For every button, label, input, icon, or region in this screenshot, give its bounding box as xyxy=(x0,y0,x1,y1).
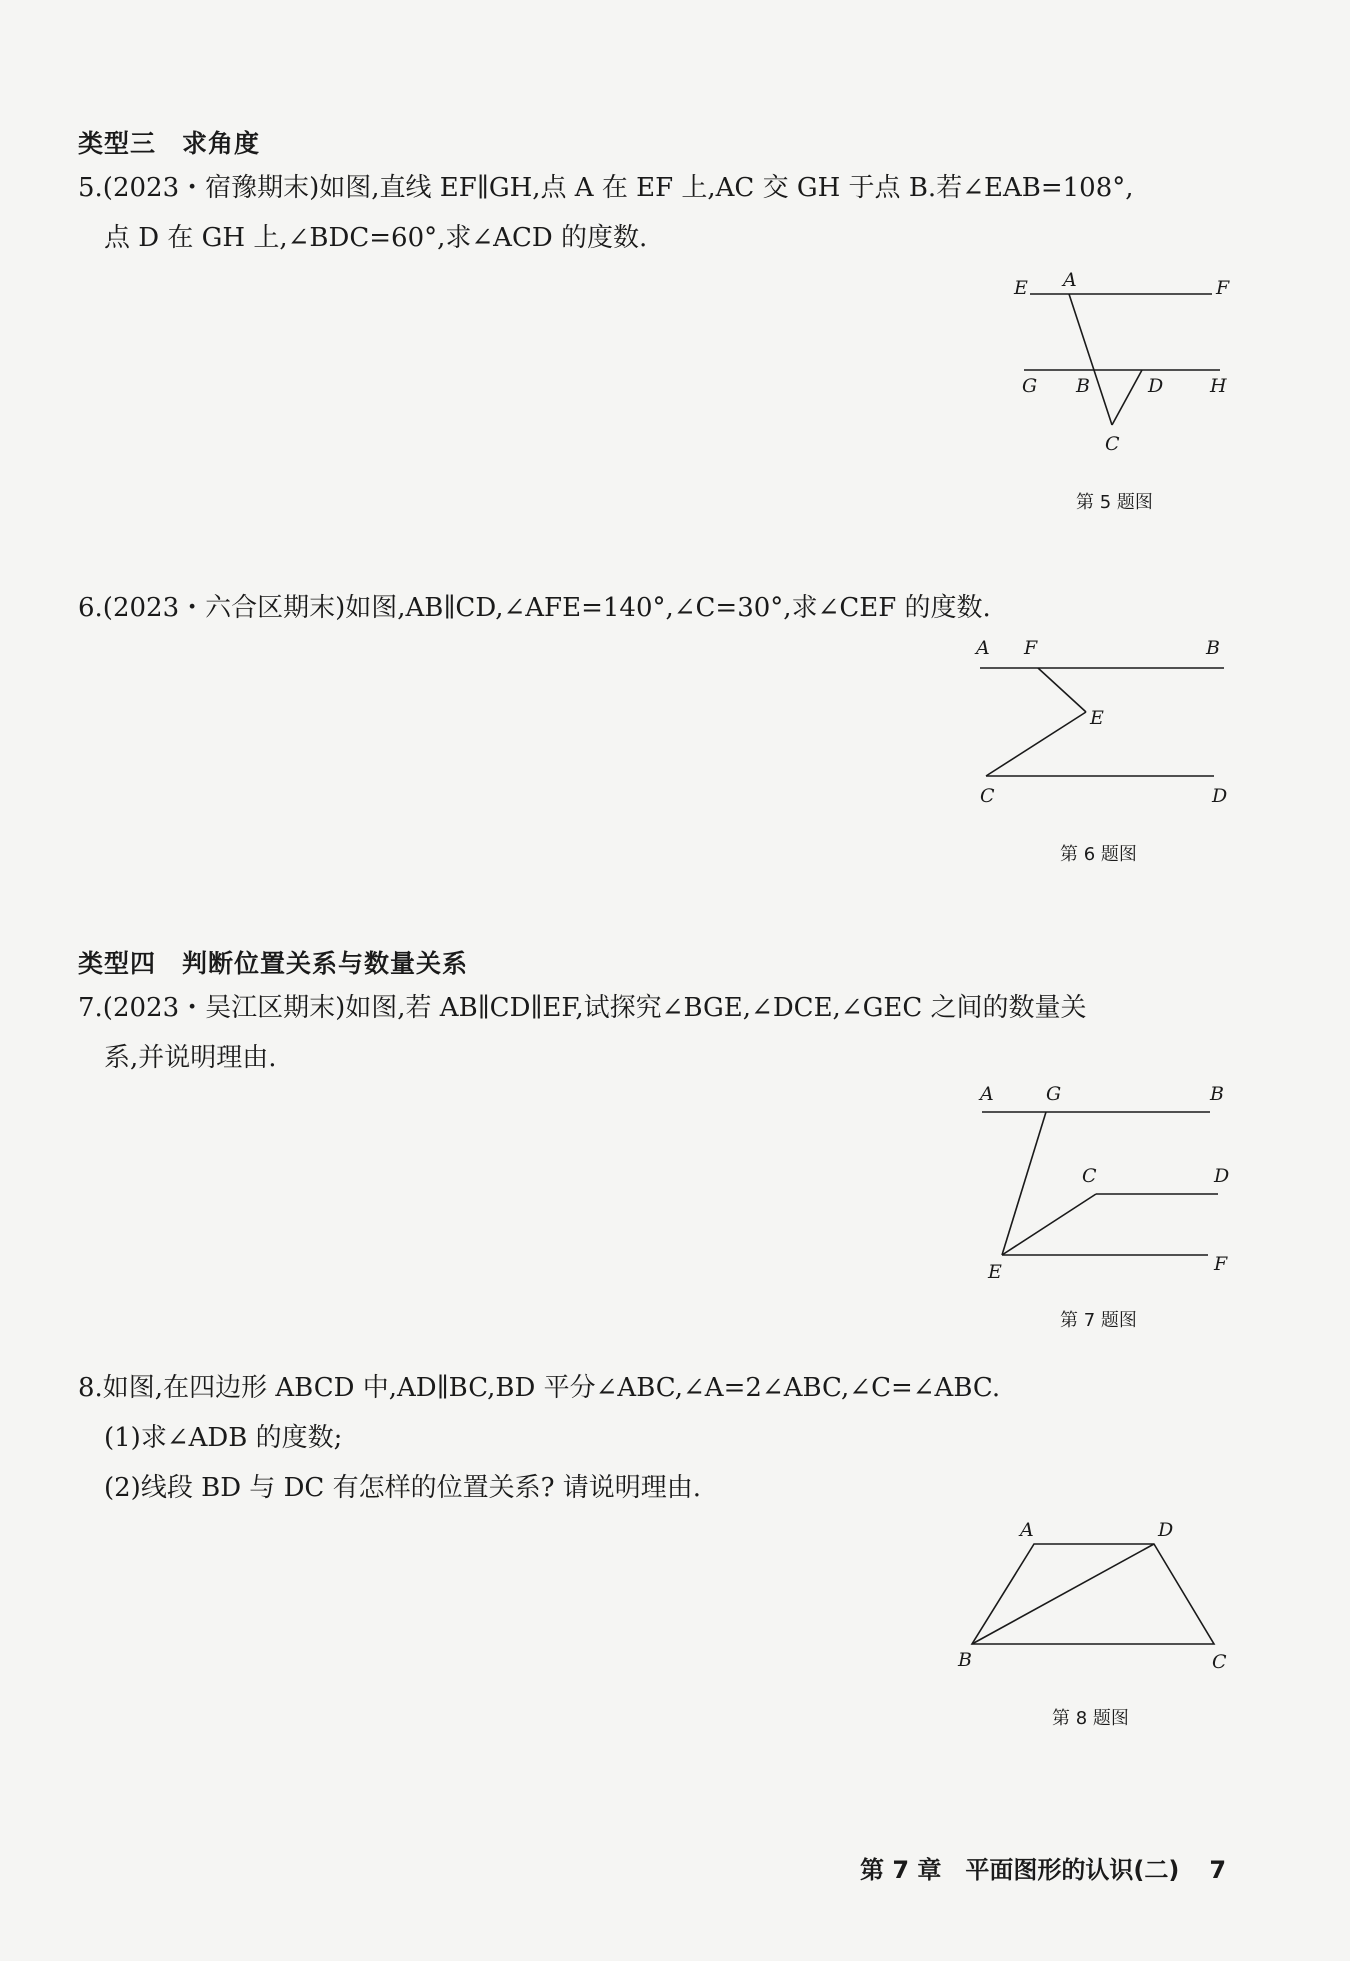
label-a: A xyxy=(1063,269,1077,291)
section-title-type3: 类型三 求角度 xyxy=(78,129,261,158)
question-5-line-1: 5.(2023・宿豫期末)如图,直线 EF∥GH,点 A 在 EF 上,AC 交 GH 于点 B.若∠EAB=108°, xyxy=(78,173,1134,203)
figure-7-caption: 第 7 题图 xyxy=(1060,1310,1137,1331)
page-number: 7 xyxy=(1209,1856,1227,1884)
label-d: D xyxy=(1148,375,1164,397)
question-8-line-2: (1)求∠ADB 的度数; xyxy=(104,1423,343,1453)
question-7-line-1: 7.(2023・吴江区期末)如图,若 AB∥CD∥EF,试探究∠BGE,∠DCE,∠GEC 之间的数量关 xyxy=(78,993,1087,1023)
label-d: D xyxy=(1212,785,1228,807)
label-a: A xyxy=(976,637,990,659)
segment-fe xyxy=(1038,668,1086,712)
label-e: E xyxy=(988,1261,1002,1283)
label-e: E xyxy=(1090,707,1104,729)
figure-6 xyxy=(960,630,1240,814)
label-f: F xyxy=(1216,277,1230,299)
question-7-line-2: 系,并说明理由. xyxy=(104,1043,277,1073)
label-b: B xyxy=(1076,375,1090,397)
chapter-title: 第 7 章 平面图形的认识(二) xyxy=(860,1856,1180,1884)
label-d: D xyxy=(1158,1519,1174,1541)
segment-dc xyxy=(1112,370,1142,425)
segment-ec xyxy=(986,712,1086,776)
label-c: C xyxy=(980,785,995,807)
label-h: H xyxy=(1210,375,1227,397)
section-title-type4: 类型四 判断位置关系与数量关系 xyxy=(78,949,469,978)
question-8-line-3: (2)线段 BD 与 DC 有怎样的位置关系? 请说明理由. xyxy=(104,1473,702,1503)
figure-6-caption: 第 6 题图 xyxy=(1060,844,1137,865)
label-c: C xyxy=(1105,433,1120,455)
quadrilateral-abcd xyxy=(972,1544,1214,1644)
label-b: B xyxy=(958,1649,972,1671)
question-6-line-1: 6.(2023・六合区期末)如图,AB∥CD,∠AFE=140°,∠C=30°,求∠CEF 的度数. xyxy=(78,593,991,623)
figure-8-caption: 第 8 题图 xyxy=(1052,1708,1129,1729)
label-g: G xyxy=(1022,375,1038,397)
label-a: A xyxy=(980,1083,994,1105)
figure-7 xyxy=(960,1080,1240,1294)
label-g: G xyxy=(1046,1083,1062,1105)
question-5-line-2: 点 D 在 GH 上,∠BDC=60°,求∠ACD 的度数. xyxy=(104,223,648,253)
label-e: E xyxy=(1014,277,1028,299)
label-b: B xyxy=(1210,1083,1224,1105)
label-b: B xyxy=(1206,637,1220,659)
figure-8 xyxy=(950,1510,1230,1694)
label-f: F xyxy=(1214,1253,1228,1275)
figure-5 xyxy=(1000,270,1260,464)
label-f: F xyxy=(1024,637,1038,659)
label-d: D xyxy=(1214,1165,1230,1187)
label-a: A xyxy=(1020,1519,1034,1541)
diagonal-bd xyxy=(972,1544,1154,1644)
figure-5-caption: 第 5 题图 xyxy=(1076,492,1153,513)
segment-ge xyxy=(1002,1112,1046,1255)
segment-ac xyxy=(1069,294,1112,425)
label-c: C xyxy=(1082,1165,1097,1187)
question-8-line-1: 8.如图,在四边形 ABCD 中,AD∥BC,BD 平分∠ABC,∠A=2∠ABC,∠C=∠ABC. xyxy=(78,1373,1001,1403)
page-footer xyxy=(860,1850,1226,1885)
label-c: C xyxy=(1212,1651,1227,1673)
segment-ce xyxy=(1002,1194,1096,1255)
